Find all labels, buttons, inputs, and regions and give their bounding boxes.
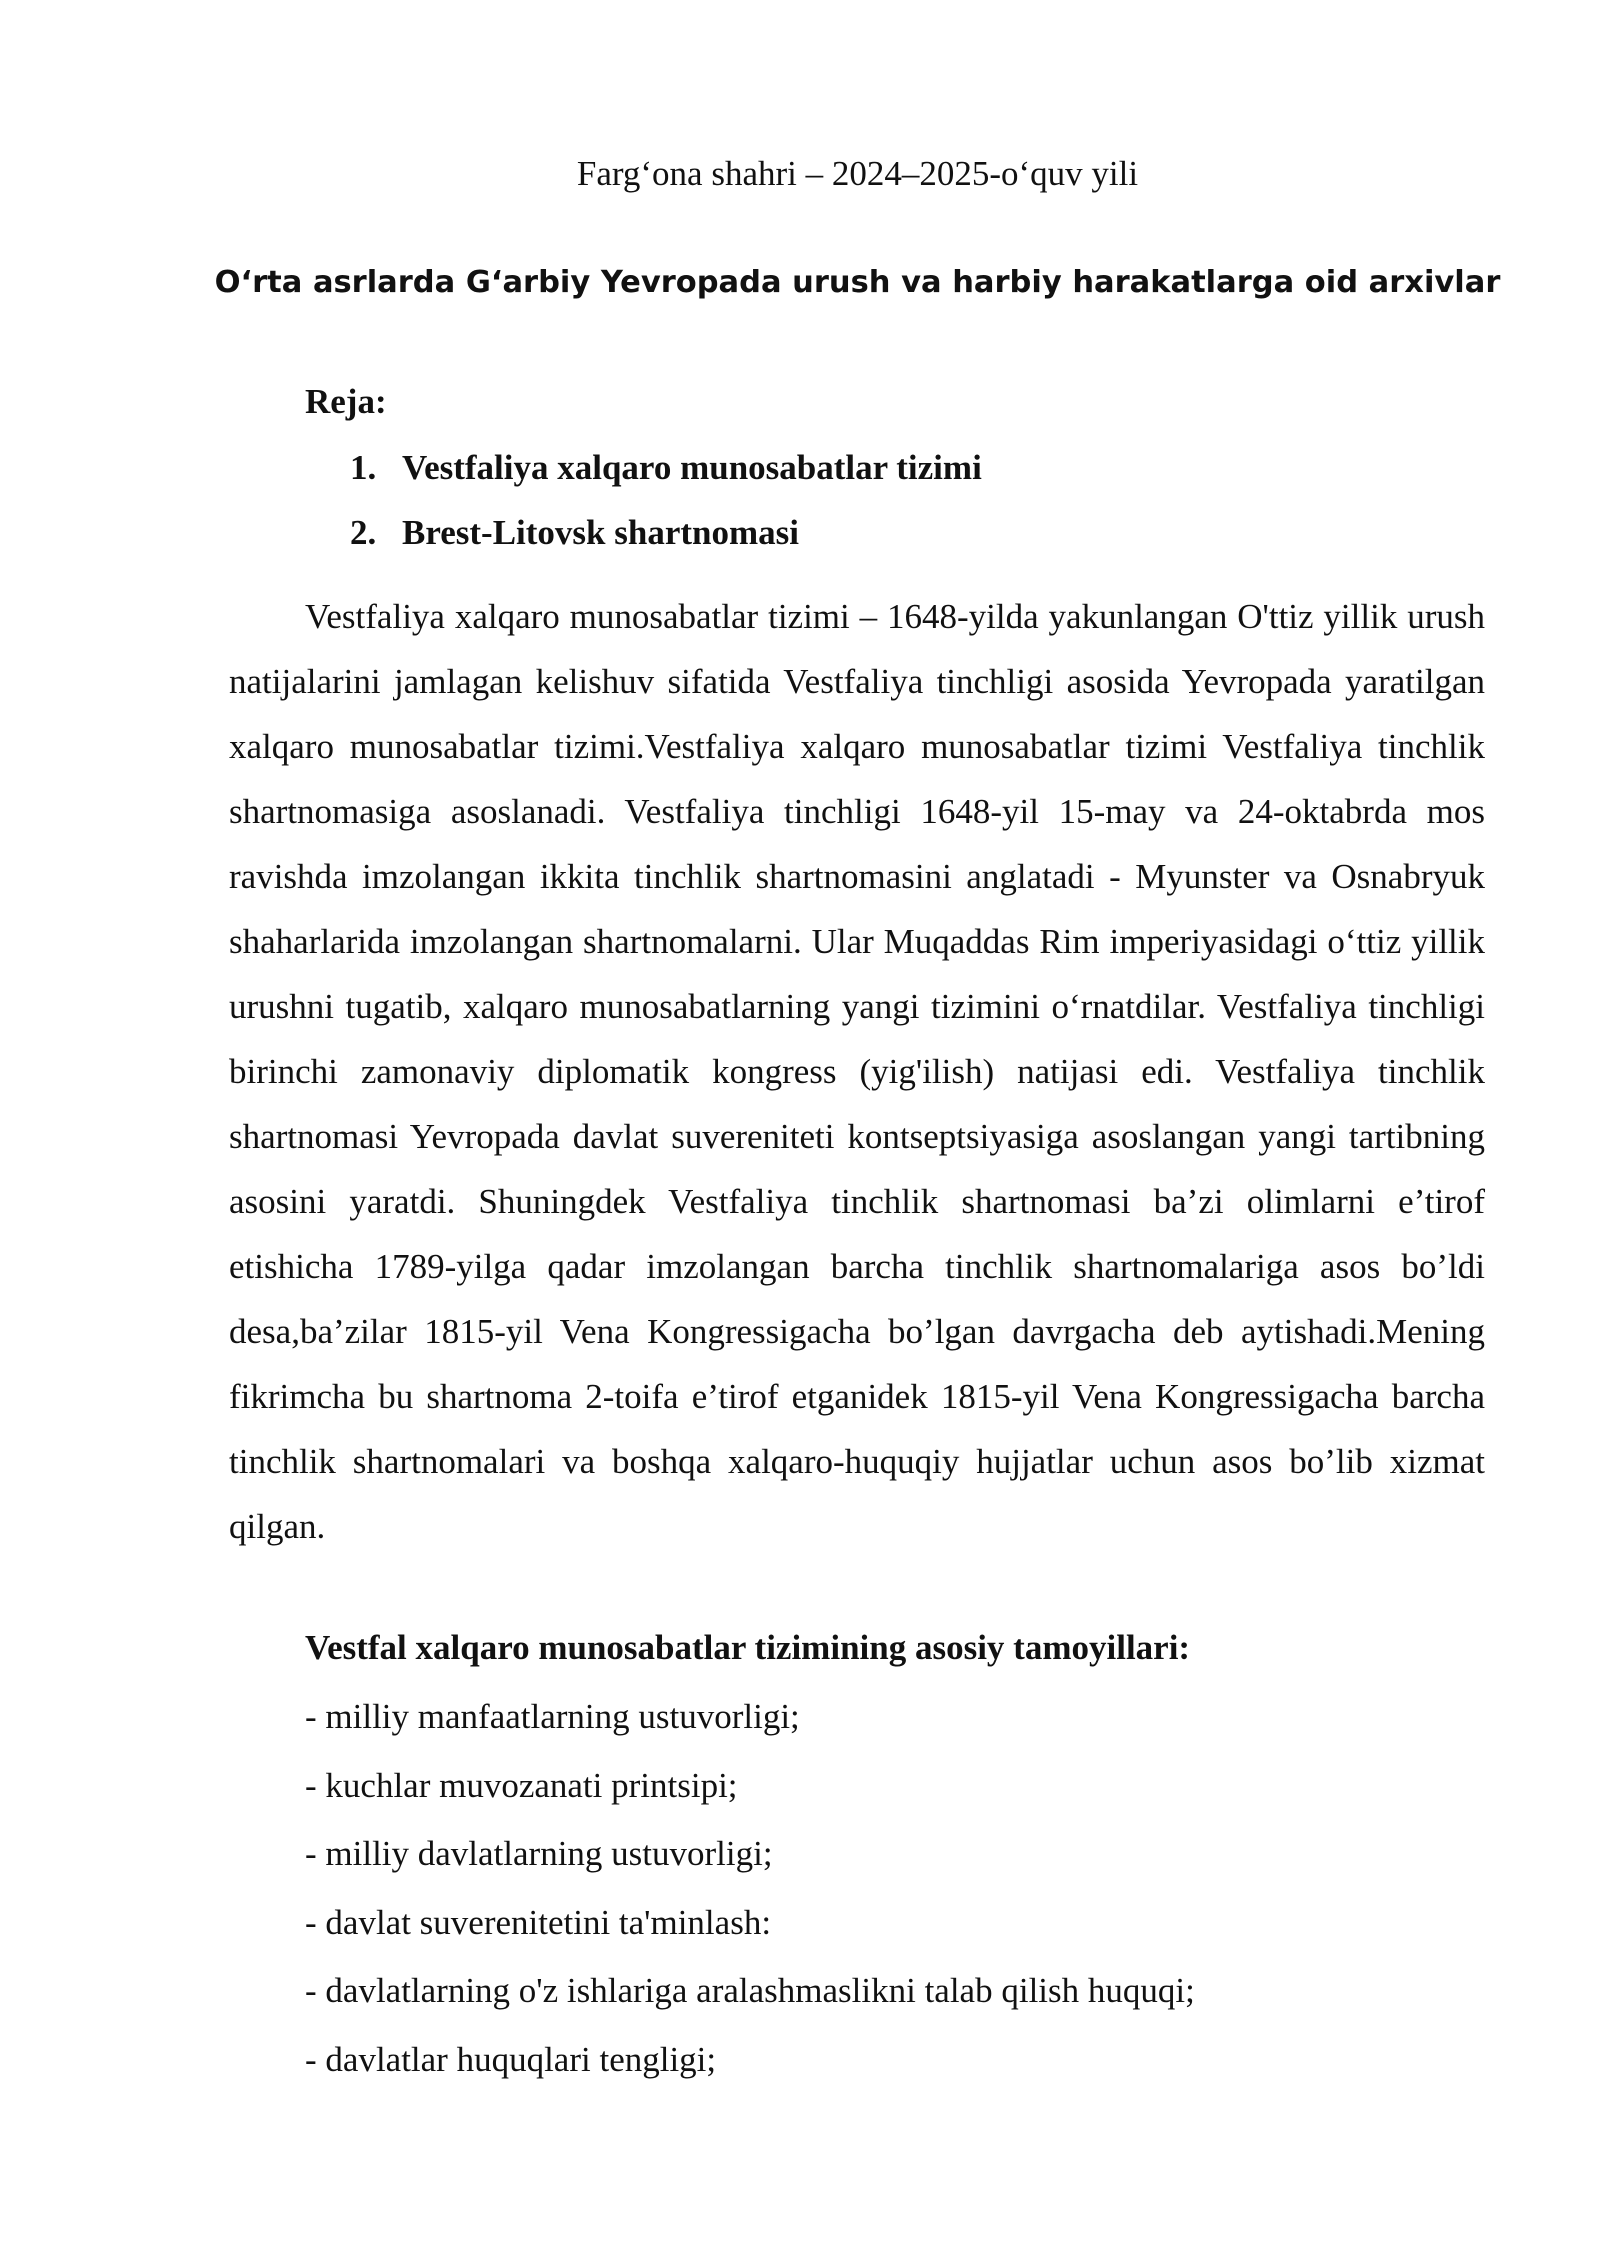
principle-item: - milliy manfaatlarning ustuvorligi; — [305, 1697, 800, 1736]
plan-item-number: 2. — [350, 513, 377, 552]
city-year-line: Farg‘ona shahri – 2024–2025-o‘quv yili — [576, 154, 1139, 193]
plan-item-text: Vestfaliya xalqaro munosabatlar tizimi — [402, 448, 982, 487]
principle-item: - kuchlar muvozanati printsipi; — [305, 1765, 738, 1805]
plan-item — [350, 511, 982, 555]
principle-item: - davlatlar huquqlari tengligi; — [305, 2039, 717, 2079]
principle-item: - davlatlarning o'z ishlariga aralashmaslikni talab qilish huquqi; — [305, 1971, 1195, 2011]
plan-label: Reja: — [305, 382, 387, 421]
plan-item-number: 1. — [350, 448, 377, 487]
principles-heading: Vestfal xalqaro munosabatlar tizimining asosiy tamoyillari: — [305, 1628, 1191, 1667]
principle-item: - milliy davlatlarning ustuvorligi; — [305, 1834, 773, 1874]
principle-item: - davlat suverenitetini ta'minlash: — [305, 1902, 772, 1942]
plan-item — [350, 446, 982, 490]
body-paragraph: Vestfaliya xalqaro munosabatlar tizimi – 1648-yilda yakunlangan O'ttiz yillik urush natijalarini jamlagan kelishuv sifatida Vestfaliya tinchligi asosida Yevropada yaratilgan xalqaro munosabatlar tizimi.Vestfaliya xalqaro munosabatlar tizimi Vestfaliya tinchlik shartnomasiga asoslanadi. Vestfaliya tinchligi 1648-yil 15-may va 24-oktabrda mos ravishda imzolangan ikkita tinchlik shartnomasini anglatadi - Myunster va Osnabryuk shaharlarida imzolangan shartnomalarni. Ular Muqaddas Rim imperiyasidagi o‘ttiz yillik urushni tugatib, xalqaro munosabatlarning yangi tizimini o‘rnatdilar. Vestfaliya tinchligi birinchi zamonaviy diplomatik kongress (yig'ilish) natijasi edi. Vestfaliya tinchlik shartnomasi Yevropada davlat suvereniteti kontseptsiyasiga asoslangan yangi tartibning asosini yaratdi. Shuningdek Vestfaliya tinchlik shartnomasi ba’zi olimlarni e’tirof etishicha 1789-yilga qadar imzolangan barcha tinchlik shartnomalariga asos bo’ldi desa,ba’zilar 1815-yil Vena Kongressigacha bo’lgan davrgacha deb aytishadi.Mening fikrimcha bu shartnoma 2-toifa e’tirof etganidek 1815-yil Vena Kongressigacha barcha tinchlik shartnomalari va boshqa xalqaro-huquqiy hujjatlar uchun asos bo’lib xizmat qilgan. — [229, 597, 1485, 1546]
plan-item-text: Brest-Litovsk shartnomasi — [402, 513, 800, 552]
plan-list — [350, 446, 982, 576]
document-title: O‘rta asrlarda G‘arbiy Yevropada urush va harbiy harakatlarga oid arxivlar — [214, 265, 1501, 300]
principles-list — [305, 1695, 1195, 2107]
